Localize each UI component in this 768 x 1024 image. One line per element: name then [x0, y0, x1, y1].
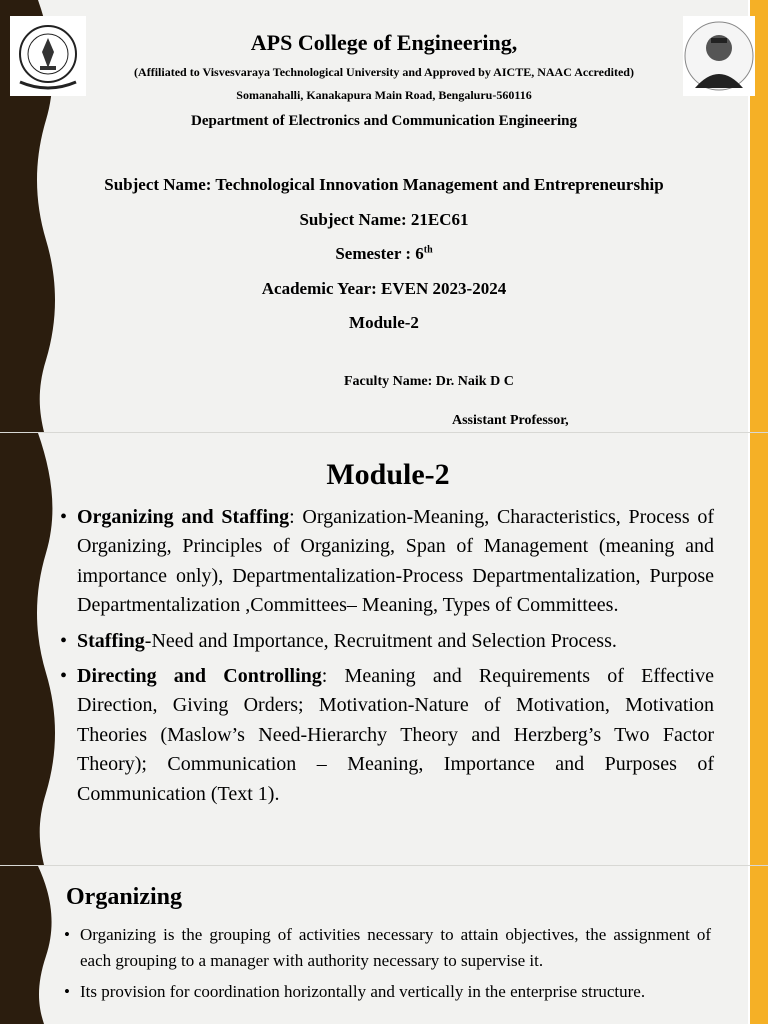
semester-text: Semester : 6 — [335, 244, 424, 263]
title-slide — [0, 0, 768, 432]
bullet-icon: • — [64, 982, 70, 1001]
college-logo — [10, 16, 86, 96]
subject-code: Subject Name: 21EC61 — [299, 210, 469, 229]
semester-sup: th — [423, 244, 433, 256]
list-item-text: Organizing is the grouping of activities necessary to attain objectives, the assignment of each grouping to a manager with authority necessary to supervise it. — [80, 925, 711, 970]
module-slide — [0, 433, 768, 865]
organizing-slide — [0, 866, 768, 1024]
bullet-icon: • — [60, 629, 68, 652]
bullet-icon: • — [60, 665, 68, 688]
bullet-icon: • — [60, 506, 68, 528]
topic-heading: Staffing — [77, 629, 145, 652]
list-item — [60, 503, 714, 621]
topic-heading: Organizing and Staffing — [77, 506, 290, 528]
college-name: APS College of Engineering, — [250, 30, 518, 55]
department-name: Department of Electronics and Communication Engineering — [191, 113, 577, 129]
affiliation-text: (Affiliated to Visvesvaraya Technological University and Approved by AICTE, NAAC Accredited) — [134, 65, 634, 79]
module-label: Module-2 — [349, 313, 419, 332]
right-accent-bar — [750, 433, 768, 865]
list-item-text: Its provision for coordination horizontally and vertically in the enterprise structure. — [80, 982, 646, 1001]
organizing-list — [64, 922, 711, 1011]
faculty-designation: Assistant Professor, — [452, 413, 569, 428]
section-heading: Organizing — [66, 884, 183, 910]
right-accent-bar — [750, 866, 768, 1024]
bullet-icon: • — [64, 925, 70, 944]
faculty-name: Faculty Name: Dr. Naik D C — [344, 374, 514, 389]
college-address: Somanahalli, Kanakapura Main Road, Bengaluru-560116 — [236, 88, 532, 102]
left-wave-border — [0, 433, 62, 865]
list-item — [64, 979, 711, 1005]
module-title: Module-2 — [326, 458, 450, 491]
left-wave-border — [0, 866, 62, 1024]
list-item — [60, 662, 714, 809]
module-topics-list — [60, 503, 714, 815]
founder-portrait — [683, 16, 755, 96]
academic-year: Academic Year: EVEN 2023-2024 — [261, 279, 507, 298]
list-item — [60, 627, 714, 656]
list-item — [64, 922, 711, 973]
topic-text: : Organization-Meaning, Characteristics, Process of Organizing, Principles of Organizing, Span of Management (meaning and importance only), Departmentalization-Process Departmentalization, Purpose Departmentalization ,Committees– Meaning, Types of Committees. — [77, 506, 714, 617]
semester — [0, 244, 768, 264]
topic-text: : Meaning and Requirements of Effective Direction, Giving Orders; Motivation-Nature of Motivation, Motivation Theories (Maslow’s Need-Hierarchy Theory and Herzberg’s Two Factor Theory); Communication – Meaning, Importance and Purposes of Communication (Text 1). — [77, 665, 714, 805]
subject-name: Subject Name: Technological Innovation Management and Entrepreneurship — [104, 175, 664, 194]
topic-text: -Need and Importance, Recruitment and Selection Process. — [144, 629, 617, 652]
topic-heading: Directing and Controlling — [77, 665, 322, 688]
